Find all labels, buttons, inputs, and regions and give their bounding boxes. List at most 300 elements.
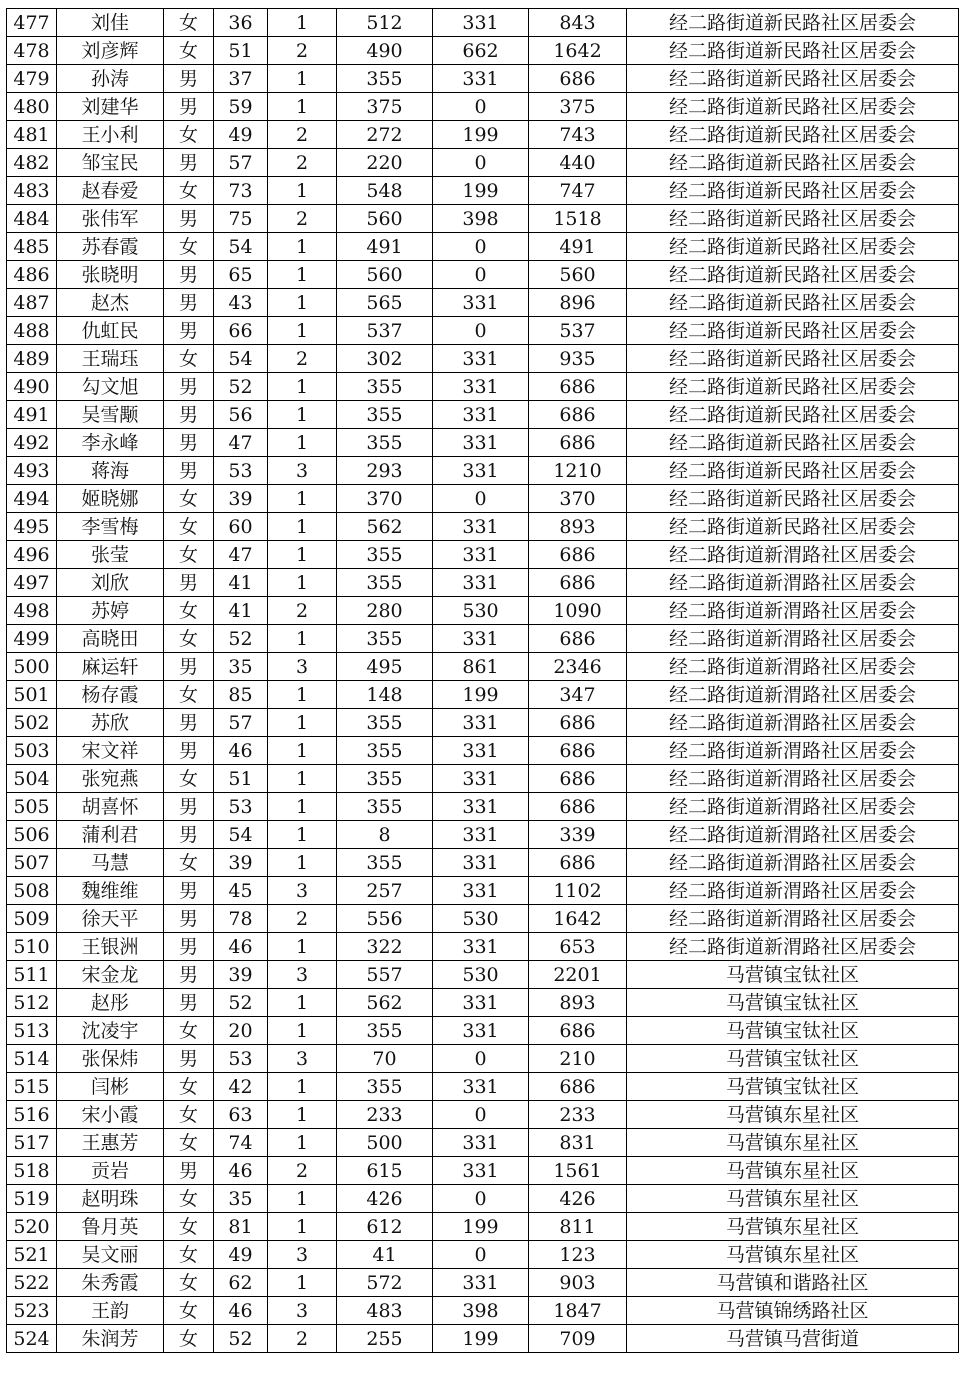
- cell-gender: 女: [164, 37, 214, 65]
- cell-name: 麻运轩: [57, 653, 164, 681]
- cell-amount-a: 572: [337, 1269, 433, 1297]
- cell-age: 60: [214, 513, 268, 541]
- cell-community: 经二路街道新渭路社区居委会: [627, 709, 959, 737]
- cell-household-size: 1: [268, 1073, 337, 1101]
- cell-household-size: 1: [268, 625, 337, 653]
- cell-gender: 女: [164, 233, 214, 261]
- cell-community: 经二路街道新渭路社区居委会: [627, 653, 959, 681]
- table-row: [7, 765, 959, 793]
- cell-total: 1642: [529, 905, 627, 933]
- cell-age: 43: [214, 289, 268, 317]
- cell-row-number: 484: [7, 205, 57, 233]
- cell-total: 1642: [529, 37, 627, 65]
- cell-amount-b: 199: [433, 121, 529, 149]
- cell-age: 46: [214, 933, 268, 961]
- cell-household-size: 2: [268, 905, 337, 933]
- cell-age: 36: [214, 9, 268, 37]
- cell-gender: 女: [164, 345, 214, 373]
- cell-community: 马营镇宝钛社区: [627, 1017, 959, 1045]
- cell-total: 1847: [529, 1297, 627, 1325]
- cell-community: 马营镇东星社区: [627, 1213, 959, 1241]
- cell-household-size: 1: [268, 289, 337, 317]
- cell-name: 刘欣: [57, 569, 164, 597]
- cell-household-size: 3: [268, 961, 337, 989]
- cell-amount-a: 355: [337, 849, 433, 877]
- table-row: [7, 317, 959, 345]
- cell-amount-a: 491: [337, 233, 433, 261]
- table-row: [7, 849, 959, 877]
- cell-gender: 女: [164, 1101, 214, 1129]
- cell-household-size: 1: [268, 1185, 337, 1213]
- cell-amount-a: 233: [337, 1101, 433, 1129]
- cell-row-number: 509: [7, 905, 57, 933]
- cell-row-number: 501: [7, 681, 57, 709]
- cell-amount-a: 355: [337, 1017, 433, 1045]
- cell-community: 马营镇宝钛社区: [627, 961, 959, 989]
- cell-community: 经二路街道新民路社区居委会: [627, 149, 959, 177]
- cell-age: 54: [214, 233, 268, 261]
- cell-amount-a: 612: [337, 1213, 433, 1241]
- cell-name: 张保炜: [57, 1045, 164, 1073]
- cell-gender: 男: [164, 289, 214, 317]
- cell-row-number: 481: [7, 121, 57, 149]
- cell-community: 经二路街道新民路社区居委会: [627, 233, 959, 261]
- cell-name: 魏维维: [57, 877, 164, 905]
- cell-name: 沈凌宇: [57, 1017, 164, 1045]
- cell-name: 王银洲: [57, 933, 164, 961]
- cell-age: 74: [214, 1129, 268, 1157]
- cell-name: 鲁月英: [57, 1213, 164, 1241]
- cell-amount-b: 331: [433, 709, 529, 737]
- table-row: [7, 261, 959, 289]
- cell-total: 686: [529, 737, 627, 765]
- cell-amount-b: 331: [433, 1017, 529, 1045]
- cell-age: 53: [214, 793, 268, 821]
- cell-name: 仇虹民: [57, 317, 164, 345]
- cell-age: 46: [214, 1157, 268, 1185]
- cell-community: 经二路街道新民路社区居委会: [627, 373, 959, 401]
- cell-gender: 男: [164, 93, 214, 121]
- cell-age: 54: [214, 821, 268, 849]
- cell-age: 73: [214, 177, 268, 205]
- cell-gender: 男: [164, 65, 214, 93]
- cell-name: 刘佳: [57, 9, 164, 37]
- cell-gender: 男: [164, 149, 214, 177]
- cell-row-number: 494: [7, 485, 57, 513]
- cell-row-number: 523: [7, 1297, 57, 1325]
- cell-amount-b: 199: [433, 1213, 529, 1241]
- cell-age: 49: [214, 1241, 268, 1269]
- cell-household-size: 1: [268, 485, 337, 513]
- cell-amount-a: 495: [337, 653, 433, 681]
- table-row: [7, 401, 959, 429]
- cell-household-size: 2: [268, 1325, 337, 1353]
- table-row: [7, 177, 959, 205]
- cell-age: 49: [214, 121, 268, 149]
- cell-row-number: 477: [7, 9, 57, 37]
- cell-household-size: 1: [268, 1213, 337, 1241]
- cell-amount-b: 331: [433, 513, 529, 541]
- cell-amount-b: 331: [433, 65, 529, 93]
- cell-household-size: 1: [268, 513, 337, 541]
- cell-total: 1210: [529, 457, 627, 485]
- table-row: [7, 905, 959, 933]
- cell-gender: 男: [164, 569, 214, 597]
- cell-gender: 女: [164, 597, 214, 625]
- cell-name: 宋文祥: [57, 737, 164, 765]
- table-row: [7, 737, 959, 765]
- cell-name: 张莹: [57, 541, 164, 569]
- cell-age: 52: [214, 625, 268, 653]
- cell-total: 537: [529, 317, 627, 345]
- cell-amount-a: 562: [337, 513, 433, 541]
- cell-gender: 男: [164, 429, 214, 457]
- cell-amount-a: 355: [337, 625, 433, 653]
- table-row: [7, 1073, 959, 1101]
- cell-amount-a: 565: [337, 289, 433, 317]
- cell-community: 经二路街道新渭路社区居委会: [627, 541, 959, 569]
- cell-amount-b: 331: [433, 737, 529, 765]
- cell-community: 经二路街道新民路社区居委会: [627, 261, 959, 289]
- cell-community: 经二路街道新民路社区居委会: [627, 177, 959, 205]
- cell-total: 2201: [529, 961, 627, 989]
- cell-row-number: 521: [7, 1241, 57, 1269]
- cell-total: 2346: [529, 653, 627, 681]
- cell-total: 686: [529, 541, 627, 569]
- cell-amount-b: 0: [433, 1241, 529, 1269]
- cell-gender: 男: [164, 793, 214, 821]
- cell-amount-a: 557: [337, 961, 433, 989]
- cell-amount-b: 199: [433, 681, 529, 709]
- table-body: [7, 9, 959, 1353]
- cell-name: 姬晓娜: [57, 485, 164, 513]
- cell-household-size: 1: [268, 233, 337, 261]
- cell-amount-b: 331: [433, 1073, 529, 1101]
- cell-amount-b: 662: [433, 37, 529, 65]
- table-row: [7, 793, 959, 821]
- cell-amount-a: 355: [337, 401, 433, 429]
- cell-name: 朱秀霞: [57, 1269, 164, 1297]
- cell-total: 375: [529, 93, 627, 121]
- cell-community: 经二路街道新民路社区居委会: [627, 485, 959, 513]
- table-row: [7, 1045, 959, 1073]
- cell-age: 39: [214, 485, 268, 513]
- cell-total: 347: [529, 681, 627, 709]
- table-row: [7, 345, 959, 373]
- cell-amount-a: 255: [337, 1325, 433, 1353]
- cell-total: 1090: [529, 597, 627, 625]
- cell-community: 经二路街道新渭路社区居委会: [627, 681, 959, 709]
- cell-amount-b: 0: [433, 1185, 529, 1213]
- cell-amount-b: 331: [433, 793, 529, 821]
- cell-household-size: 1: [268, 793, 337, 821]
- cell-total: 560: [529, 261, 627, 289]
- cell-household-size: 3: [268, 877, 337, 905]
- cell-amount-a: 257: [337, 877, 433, 905]
- cell-gender: 女: [164, 1017, 214, 1045]
- cell-community: 经二路街道新民路社区居委会: [627, 317, 959, 345]
- cell-row-number: 493: [7, 457, 57, 485]
- cell-name: 朱润芳: [57, 1325, 164, 1353]
- cell-amount-a: 355: [337, 765, 433, 793]
- cell-community: 经二路街道新民路社区居委会: [627, 37, 959, 65]
- cell-name: 王韵: [57, 1297, 164, 1325]
- cell-household-size: 1: [268, 709, 337, 737]
- cell-amount-b: 0: [433, 317, 529, 345]
- cell-row-number: 522: [7, 1269, 57, 1297]
- cell-name: 吴文丽: [57, 1241, 164, 1269]
- cell-amount-a: 220: [337, 149, 433, 177]
- cell-name: 徐天平: [57, 905, 164, 933]
- cell-name: 李永峰: [57, 429, 164, 457]
- cell-amount-b: 331: [433, 373, 529, 401]
- cell-row-number: 512: [7, 989, 57, 1017]
- cell-amount-a: 615: [337, 1157, 433, 1185]
- cell-age: 78: [214, 905, 268, 933]
- cell-community: 经二路街道新渭路社区居委会: [627, 821, 959, 849]
- cell-community: 经二路街道新民路社区居委会: [627, 457, 959, 485]
- cell-amount-b: 331: [433, 1157, 529, 1185]
- cell-amount-a: 355: [337, 1073, 433, 1101]
- table-row: [7, 9, 959, 37]
- cell-household-size: 2: [268, 597, 337, 625]
- cell-age: 20: [214, 1017, 268, 1045]
- cell-total: 426: [529, 1185, 627, 1213]
- cell-gender: 男: [164, 821, 214, 849]
- cell-household-size: 1: [268, 765, 337, 793]
- cell-amount-b: 398: [433, 1297, 529, 1325]
- cell-age: 46: [214, 1297, 268, 1325]
- cell-row-number: 516: [7, 1101, 57, 1129]
- cell-amount-b: 331: [433, 345, 529, 373]
- cell-name: 王小利: [57, 121, 164, 149]
- cell-row-number: 495: [7, 513, 57, 541]
- cell-total: 686: [529, 765, 627, 793]
- cell-amount-b: 331: [433, 821, 529, 849]
- cell-row-number: 500: [7, 653, 57, 681]
- cell-community: 经二路街道新渭路社区居委会: [627, 737, 959, 765]
- table-row: [7, 709, 959, 737]
- cell-total: 440: [529, 149, 627, 177]
- cell-name: 赵春爱: [57, 177, 164, 205]
- cell-row-number: 507: [7, 849, 57, 877]
- cell-amount-a: 355: [337, 373, 433, 401]
- table-row: [7, 1101, 959, 1129]
- cell-row-number: 515: [7, 1073, 57, 1101]
- cell-amount-b: 331: [433, 569, 529, 597]
- cell-amount-b: 0: [433, 93, 529, 121]
- cell-community: 马营镇马营街道: [627, 1325, 959, 1353]
- cell-amount-a: 562: [337, 989, 433, 1017]
- table-row: [7, 37, 959, 65]
- cell-total: 747: [529, 177, 627, 205]
- cell-row-number: 518: [7, 1157, 57, 1185]
- cell-age: 42: [214, 1073, 268, 1101]
- cell-total: 1561: [529, 1157, 627, 1185]
- cell-total: 686: [529, 793, 627, 821]
- cell-row-number: 492: [7, 429, 57, 457]
- cell-name: 闫彬: [57, 1073, 164, 1101]
- cell-row-number: 506: [7, 821, 57, 849]
- cell-amount-a: 272: [337, 121, 433, 149]
- cell-household-size: 2: [268, 205, 337, 233]
- cell-gender: 男: [164, 877, 214, 905]
- table-row: [7, 933, 959, 961]
- cell-amount-a: 355: [337, 541, 433, 569]
- cell-gender: 男: [164, 653, 214, 681]
- cell-name: 蒲利君: [57, 821, 164, 849]
- cell-name: 苏欣: [57, 709, 164, 737]
- cell-row-number: 478: [7, 37, 57, 65]
- cell-name: 张伟军: [57, 205, 164, 233]
- cell-age: 35: [214, 1185, 268, 1213]
- cell-community: 马营镇东星社区: [627, 1157, 959, 1185]
- cell-gender: 男: [164, 737, 214, 765]
- cell-community: 经二路街道新民路社区居委会: [627, 289, 959, 317]
- cell-gender: 女: [164, 1129, 214, 1157]
- cell-row-number: 483: [7, 177, 57, 205]
- cell-amount-a: 70: [337, 1045, 433, 1073]
- cell-gender: 女: [164, 765, 214, 793]
- cell-household-size: 1: [268, 569, 337, 597]
- cell-household-size: 1: [268, 177, 337, 205]
- cell-gender: 女: [164, 9, 214, 37]
- cell-row-number: 508: [7, 877, 57, 905]
- table-row: [7, 597, 959, 625]
- table-row: [7, 541, 959, 569]
- cell-name: 赵明珠: [57, 1185, 164, 1213]
- cell-age: 52: [214, 373, 268, 401]
- cell-row-number: 482: [7, 149, 57, 177]
- cell-age: 81: [214, 1213, 268, 1241]
- cell-row-number: 513: [7, 1017, 57, 1045]
- cell-amount-b: 331: [433, 933, 529, 961]
- cell-total: 811: [529, 1213, 627, 1241]
- cell-amount-a: 355: [337, 737, 433, 765]
- cell-amount-b: 0: [433, 1101, 529, 1129]
- cell-row-number: 487: [7, 289, 57, 317]
- cell-amount-b: 331: [433, 989, 529, 1017]
- cell-row-number: 498: [7, 597, 57, 625]
- cell-name: 胡喜怀: [57, 793, 164, 821]
- cell-community: 经二路街道新渭路社区居委会: [627, 569, 959, 597]
- cell-row-number: 510: [7, 933, 57, 961]
- cell-gender: 女: [164, 1241, 214, 1269]
- cell-amount-b: 0: [433, 233, 529, 261]
- cell-household-size: 1: [268, 989, 337, 1017]
- cell-amount-a: 483: [337, 1297, 433, 1325]
- cell-name: 张宛燕: [57, 765, 164, 793]
- cell-community: 经二路街道新民路社区居委会: [627, 429, 959, 457]
- cell-name: 蒋海: [57, 457, 164, 485]
- cell-row-number: 490: [7, 373, 57, 401]
- cell-gender: 女: [164, 1185, 214, 1213]
- cell-community: 经二路街道新渭路社区居委会: [627, 793, 959, 821]
- cell-community: 经二路街道新渭路社区居委会: [627, 597, 959, 625]
- table-row: [7, 989, 959, 1017]
- table-row: [7, 373, 959, 401]
- cell-age: 75: [214, 205, 268, 233]
- cell-gender: 女: [164, 1269, 214, 1297]
- cell-total: 491: [529, 233, 627, 261]
- cell-amount-b: 861: [433, 653, 529, 681]
- cell-age: 63: [214, 1101, 268, 1129]
- cell-amount-b: 0: [433, 261, 529, 289]
- cell-amount-a: 375: [337, 93, 433, 121]
- cell-household-size: 1: [268, 9, 337, 37]
- cell-household-size: 1: [268, 261, 337, 289]
- cell-gender: 女: [164, 541, 214, 569]
- cell-community: 马营镇宝钛社区: [627, 1045, 959, 1073]
- cell-community: 马营镇和谐路社区: [627, 1269, 959, 1297]
- cell-amount-a: 355: [337, 709, 433, 737]
- cell-name: 王惠芳: [57, 1129, 164, 1157]
- table-row: [7, 1157, 959, 1185]
- table-row: [7, 121, 959, 149]
- cell-gender: 男: [164, 373, 214, 401]
- cell-household-size: 3: [268, 1045, 337, 1073]
- cell-row-number: 491: [7, 401, 57, 429]
- cell-amount-b: 331: [433, 401, 529, 429]
- table-row: [7, 513, 959, 541]
- table-row: [7, 457, 959, 485]
- cell-total: 686: [529, 429, 627, 457]
- cell-name: 李雪梅: [57, 513, 164, 541]
- cell-row-number: 479: [7, 65, 57, 93]
- cell-total: 653: [529, 933, 627, 961]
- cell-gender: 女: [164, 121, 214, 149]
- table-row: [7, 877, 959, 905]
- table-row: [7, 1325, 959, 1353]
- cell-age: 57: [214, 709, 268, 737]
- cell-household-size: 1: [268, 65, 337, 93]
- table-row: [7, 65, 959, 93]
- table-row: [7, 653, 959, 681]
- cell-gender: 女: [164, 849, 214, 877]
- cell-household-size: 2: [268, 345, 337, 373]
- cell-age: 52: [214, 989, 268, 1017]
- cell-household-size: 1: [268, 1129, 337, 1157]
- cell-age: 39: [214, 849, 268, 877]
- cell-household-size: 2: [268, 37, 337, 65]
- cell-community: 经二路街道新民路社区居委会: [627, 345, 959, 373]
- cell-age: 47: [214, 429, 268, 457]
- cell-community: 经二路街道新民路社区居委会: [627, 513, 959, 541]
- cell-gender: 女: [164, 1213, 214, 1241]
- cell-row-number: 486: [7, 261, 57, 289]
- cell-gender: 男: [164, 1045, 214, 1073]
- cell-household-size: 1: [268, 541, 337, 569]
- cell-total: 903: [529, 1269, 627, 1297]
- cell-household-size: 1: [268, 737, 337, 765]
- table-row: [7, 429, 959, 457]
- cell-household-size: 1: [268, 1101, 337, 1129]
- cell-name: 刘建华: [57, 93, 164, 121]
- cell-amount-a: 322: [337, 933, 433, 961]
- cell-amount-b: 199: [433, 1325, 529, 1353]
- cell-age: 62: [214, 1269, 268, 1297]
- cell-name: 孙涛: [57, 65, 164, 93]
- cell-total: 686: [529, 709, 627, 737]
- cell-community: 经二路街道新渭路社区居委会: [627, 877, 959, 905]
- cell-community: 经二路街道新渭路社区居委会: [627, 849, 959, 877]
- cell-row-number: 511: [7, 961, 57, 989]
- cell-amount-b: 331: [433, 457, 529, 485]
- cell-community: 经二路街道新民路社区居委会: [627, 93, 959, 121]
- cell-age: 51: [214, 37, 268, 65]
- cell-gender: 男: [164, 1157, 214, 1185]
- cell-amount-b: 331: [433, 765, 529, 793]
